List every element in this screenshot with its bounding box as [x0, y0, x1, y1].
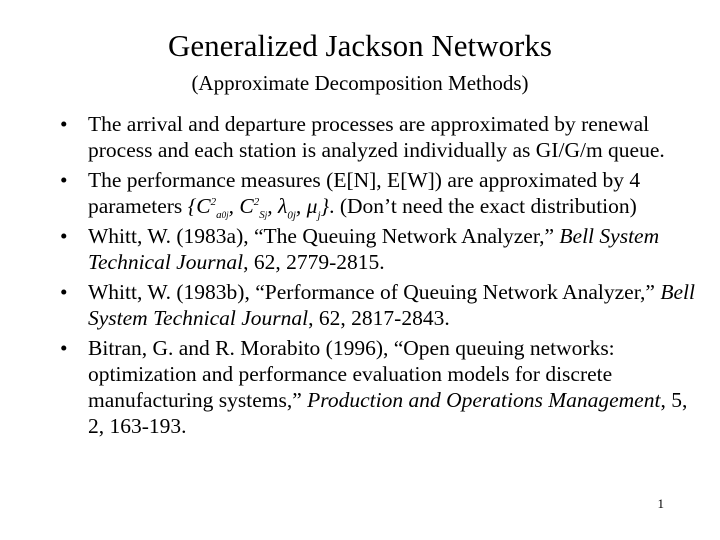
math-lambda-sub: 0j — [287, 209, 296, 222]
math-sub-0j: 0j — [221, 210, 229, 221]
bullet-symbol: • — [60, 112, 68, 136]
bullet-item — [60, 111, 700, 163]
bullet-text: The arrival and departure processes are approximated by renewal process and each station is analyzed individually as GI/G/m queue. — [88, 112, 665, 162]
math-sep: , — [228, 194, 240, 218]
math-sep: , — [267, 194, 279, 218]
citation-details: , 62, 2779-2815. — [243, 250, 385, 274]
journal-name: Production and Operations Management — [307, 388, 661, 412]
bullet-item — [60, 335, 700, 439]
math-sub-a: a — [216, 209, 222, 222]
slide-subtitle: (Approximate Decomposition Methods) — [191, 71, 529, 95]
bullet-item — [60, 279, 700, 331]
citation-details: , 5, 2, 163-193. — [88, 388, 688, 438]
bullet-text-pre: The performance measures (E[N], E[W]) are approximated by 4 parameters — [88, 168, 641, 218]
citation-details: , 62, 2817-2843. — [308, 306, 450, 330]
math-c: C — [239, 194, 254, 218]
journal-name: Bell System Technical Journal — [88, 224, 660, 274]
brace-close: } — [320, 194, 330, 218]
page-number: 1 — [657, 496, 664, 511]
bullet-item — [60, 167, 700, 222]
bullet-symbol: • — [60, 336, 68, 360]
math-sub-j: j — [264, 210, 268, 221]
bullet-text-post: . (Don’t need the exact distribution) — [329, 194, 637, 218]
math-sub-a0j — [216, 209, 229, 221]
slide-title: Generalized Jackson Networks — [168, 28, 552, 63]
brace-open: { — [187, 194, 197, 218]
journal-name: Bell System Technical Journal — [88, 280, 695, 330]
math-c: C — [196, 194, 211, 218]
citation-text: Bitran, G. and R. Morabito (1996), “Open queuing networks: optimization and performance evaluation models for discrete manufacturing systems,” — [88, 336, 615, 412]
bullet-list — [60, 111, 700, 443]
citation-text: Whitt, W. (1983a), “The Queuing Network Analyzer,” — [88, 224, 560, 248]
math-square: 2 — [253, 195, 260, 208]
bullet-symbol: • — [60, 280, 68, 304]
math-mu: μ — [306, 194, 318, 218]
math-lambda: λ — [278, 194, 288, 218]
math-sep: , — [295, 194, 307, 218]
bullet-item — [60, 223, 700, 275]
bullet-symbol: • — [60, 224, 68, 248]
parameter-formula — [187, 194, 330, 222]
math-square: 2 — [210, 195, 217, 208]
math-sub-s: S — [259, 209, 265, 222]
bullet-symbol: • — [60, 168, 68, 192]
math-mu-sub: j — [317, 209, 321, 222]
citation-text: Whitt, W. (1983b), “Performance of Queuing Network Analyzer,” — [88, 280, 661, 304]
